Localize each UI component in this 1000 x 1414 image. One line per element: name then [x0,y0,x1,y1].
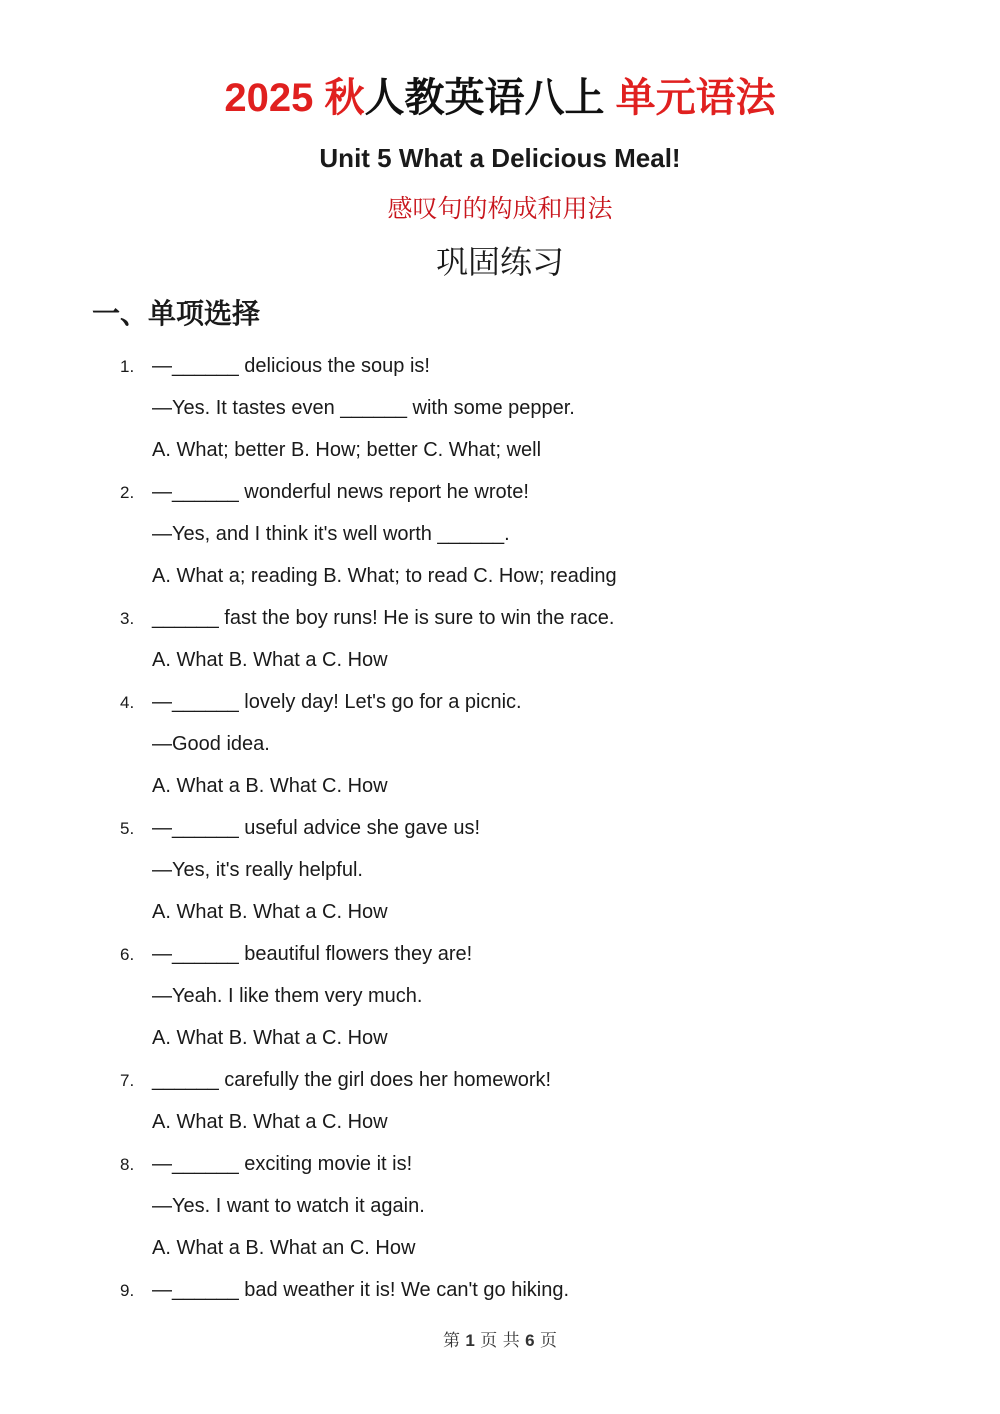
question-text: —Yes. It tastes even ______ with some pepper. [152,397,575,419]
question-number: 5. [120,819,135,838]
answer-options: A. What B. What a C. How [152,901,388,923]
question-text: —______ bad weather it is! We can't go hiking. [152,1279,570,1301]
question-text: —______ useful advice she gave us! [152,817,480,839]
answer-options: A. What a; reading B. What; to read C. How; reading [152,565,617,587]
question-number: 2. [120,483,135,502]
question-text: ______ carefully the girl does her homework! [152,1069,552,1091]
question-text: —Yes, and I think it's well worth ______. [152,523,510,545]
practice-heading: 巩固练习 [435,243,564,281]
question-text: —______ beautiful flowers they are! [152,943,473,965]
question-text: —______ exciting movie it is! [152,1153,413,1175]
current-page-number: 1 [465,1331,475,1350]
document-title [0,70,1000,126]
question-text: —______ wonderful news report he wrote! [152,481,529,503]
question-text: —______ lovely day! Let's go for a picnic. [152,691,522,713]
footer-middle: 页 共 [480,1331,520,1351]
answer-options: A. What a B. What C. How [152,775,388,797]
question-number: 4. [120,693,135,712]
question-text: ______ fast the boy runs! He is sure to win the race. [152,607,615,629]
question-number: 1. [120,357,135,376]
footer-suffix: 页 [539,1331,557,1351]
question-text: —Yeah. I like them very much. [152,985,423,1007]
question-number: 6. [120,945,135,964]
question-text: —______ delicious the soup is! [152,355,430,377]
title-textbook: 人教英语八上 [364,76,616,120]
question-number: 9. [120,1281,135,1300]
title-year-season: 2025 秋 [224,76,365,120]
unit-subtitle: Unit 5 What a Delicious Meal! [319,143,681,173]
page-footer [0,1328,1000,1354]
answer-options: A. What a B. What an C. How [152,1237,416,1259]
question-text: —Good idea. [152,733,270,755]
answer-options: A. What; better B. How; better C. What; well [152,439,542,461]
question-text: —Yes, it's really helpful. [152,859,363,881]
answer-options: A. What B. What a C. How [152,1027,388,1049]
question-text: —Yes. I want to watch it again. [152,1195,425,1217]
question-number: 7. [120,1071,135,1090]
answer-options: A. What B. What a C. How [152,649,388,671]
question-number: 3. [120,609,135,628]
section-heading: 一、单项选择 [92,298,261,329]
footer-prefix: 第 [443,1331,461,1351]
total-page-number: 6 [525,1331,535,1350]
answer-options: A. What B. What a C. How [152,1111,388,1133]
grammar-topic: 感叹句的构成和用法 [387,194,613,223]
question-number: 8. [120,1155,135,1174]
title-unit-grammar: 单元语法 [615,76,776,120]
